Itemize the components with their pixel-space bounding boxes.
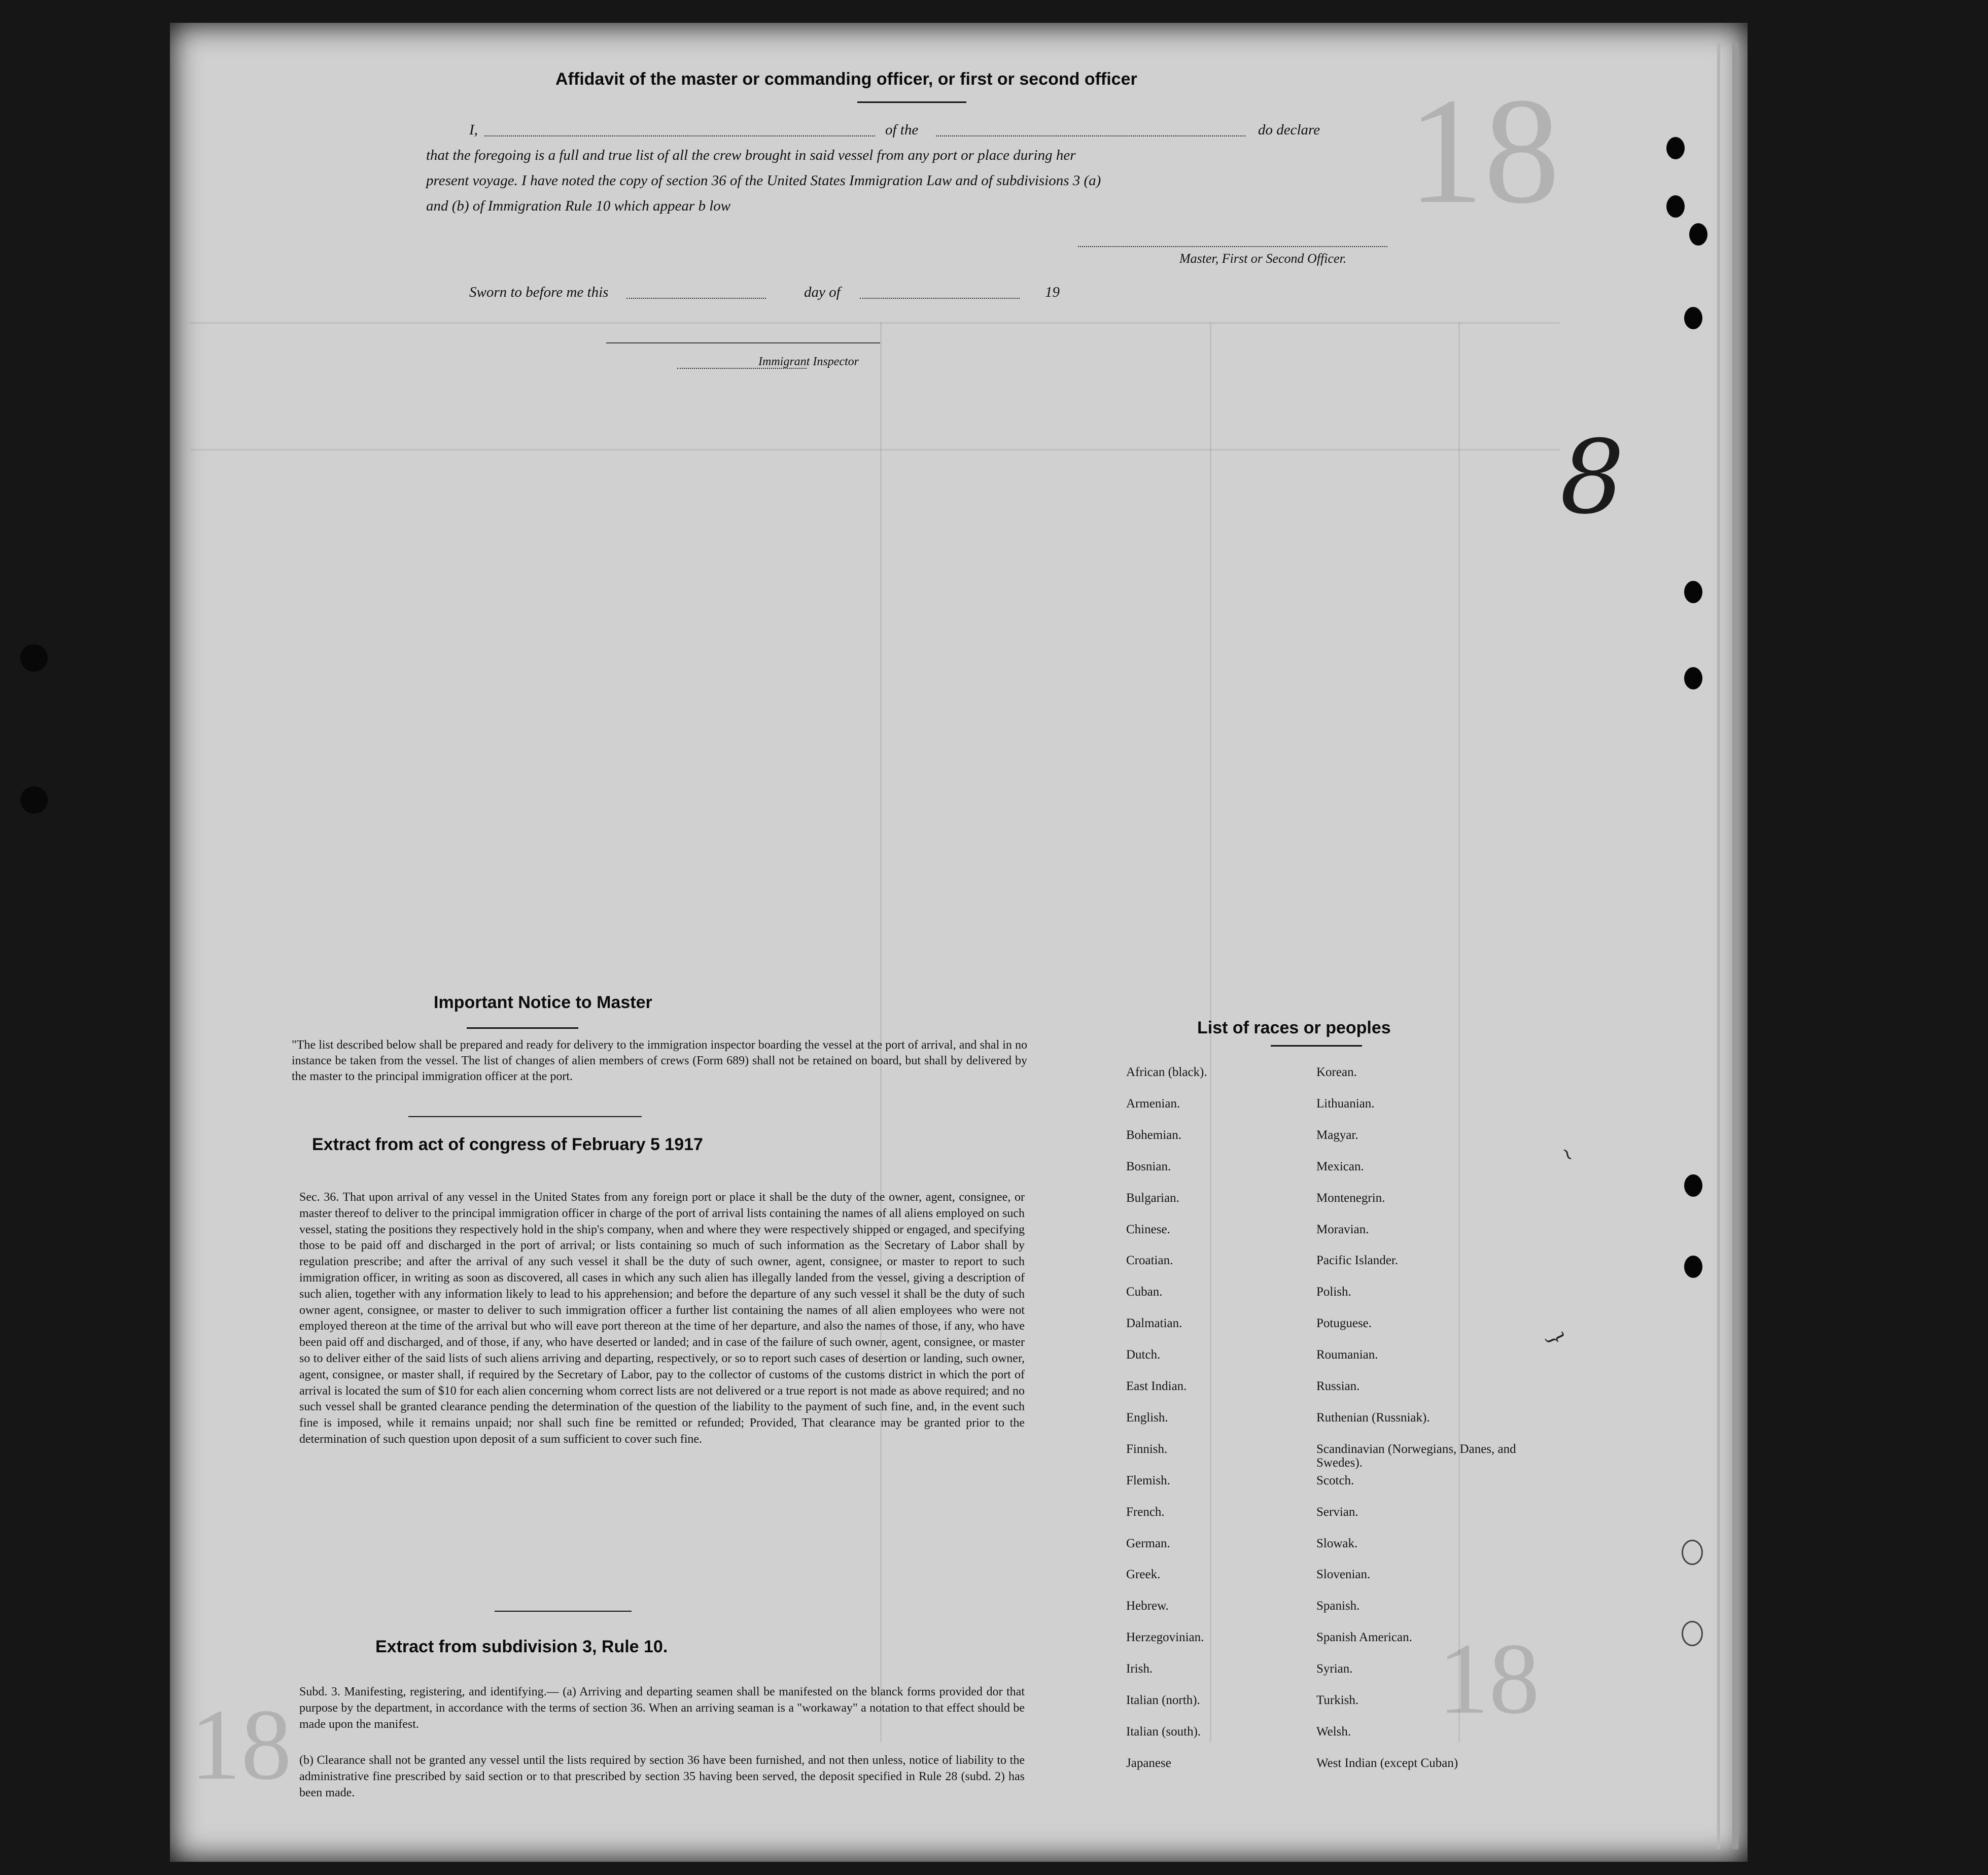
vessel-name-blank[interactable] — [936, 135, 1245, 136]
race-item: West Indian (except Cuban) — [1316, 1756, 1458, 1770]
affidavit-line-3: present voyage. I have noted the copy of section 36 of the United States Immigration Law and of subdivisions 3 (a) — [426, 172, 1101, 189]
sworn-day-blank[interactable] — [626, 298, 766, 299]
race-item: English. — [1126, 1410, 1168, 1425]
punch-hole — [1682, 1540, 1703, 1565]
race-item: Potuguese. — [1316, 1316, 1372, 1331]
sworn-month-blank[interactable] — [860, 298, 1020, 299]
affidavit-title: Affidavit of the master or commanding officer, or first or second officer — [555, 70, 1137, 89]
affidavit-do-declare-label: do declare — [1258, 122, 1320, 138]
race-item: Greek. — [1126, 1568, 1161, 1582]
extract-rule-title: Extract from subdivision 3, Rule 10. — [375, 1637, 668, 1656]
bleed-through-rule — [190, 322, 1560, 324]
race-item: Magyar. — [1316, 1128, 1358, 1142]
bleed-through-numeral: 18 — [1408, 66, 1560, 235]
punch-hole — [1682, 1621, 1703, 1646]
race-item: Italian (north). — [1126, 1693, 1200, 1707]
race-item: Scotch. — [1316, 1473, 1354, 1487]
punch-hole — [1684, 1174, 1702, 1197]
race-item: Scandinavian (Norwegians, Danes, and Swedes). — [1316, 1442, 1516, 1470]
handwritten-mark: 8 — [1560, 419, 1625, 537]
race-item: Irish. — [1126, 1662, 1153, 1676]
race-item: Bohemian. — [1126, 1128, 1182, 1142]
punch-hole — [1684, 1256, 1702, 1278]
race-item: Moravian. — [1316, 1222, 1369, 1236]
handwritten-mark: ~ — [1554, 1142, 1581, 1166]
race-item: Croatian. — [1126, 1254, 1173, 1268]
race-item: Pacific Islander. — [1316, 1254, 1399, 1268]
sworn-label: Sworn to before me this — [469, 284, 609, 300]
race-item: Turkish. — [1316, 1693, 1359, 1707]
notice-title-rule — [467, 1027, 578, 1029]
punch-hole — [1684, 581, 1702, 603]
race-item: Dalmatian. — [1126, 1316, 1182, 1331]
bleed-through-rule — [880, 322, 882, 1743]
race-item: Bosnian. — [1126, 1159, 1171, 1173]
master-signature-blank[interactable] — [1078, 246, 1387, 247]
punch-hole — [1666, 195, 1685, 218]
race-item: Slowak. — [1316, 1536, 1358, 1550]
extract-rule-para-b: (b) Clearance shall not be granted any vessel until the lists required by section 36 have been furnished, and not then unless, notice of liability to the administrative fine prescribed by said section or to that prescribed by section 35 having been served, the deposit specified in Rule 28 (subd. 2) has been made. — [299, 1754, 1025, 1799]
race-item: East Indian. — [1126, 1379, 1187, 1393]
affidavit-title-rule — [857, 101, 966, 103]
binder-hole — [20, 644, 48, 672]
race-item: Chinese. — [1126, 1222, 1170, 1236]
race-item: Slovenian. — [1316, 1568, 1371, 1582]
race-item: Syrian. — [1316, 1662, 1353, 1676]
master-signature-label: Master, First or Second Officer. — [1179, 251, 1347, 266]
race-item: Dutch. — [1126, 1348, 1161, 1362]
race-item: Mexican. — [1316, 1159, 1364, 1173]
race-item: Spanish American. — [1316, 1630, 1412, 1645]
extract-act-text: Sec. 36. That upon arrival of any vessel in the United States from any foreign port or place it shall be the duty of the owner, agent, consignee, or master thereof to deliver to the principal immigration officer in charge of the port of arrival lists containing the names of all aliens employed on such vessel, stating the positions they respectively hold in the ship's company, when and where they were respectively shipped or engaged, and specifying those to be paid off and discharged in the port of arrival; or lists containing so much of such information as the Secretary of Labor shall by regulation prescribe; and after the arrival of any such vessel it shall be the duty of such owner, agent, consignee, or master to report to such immigration officer, in writing as soon as discovered, all cases in which any such alien has illegally landed from the vessel, giving a description of such alien, together with any information likely to lead to his apprehension; and before the departure of any such vessel it shall be the duty of such owner agent, consignee, or master to deliver to such immigration officer a further list containing the names of all alien employees who were not employed thereon at the time of the arrival but who will eave port thereon at the time of her departure, and also the names of those, if any, who have been paid off and discharged, and of those, if any, who have deserted or landed; and in case of the failure of such owner, agent, consignee, or master so to deliver either of the said lists of such aliens arriving and departing, respectively, or so to report such cases of desertion or landing, such owner, agent, consignee, or master shall, if required by the Secretary of Labor, pay to the collector of customs of the customs district in which the port of arrival is located the sum of $10 for each alien concerning whom correct lists are not delivered or a true report is not made as above required; and no such vessel shall be granted clearance pending the determination of the question of the liability to the payment of such fine, and, in the event such fine is imposed, while it remains unpaid; nor shall such fine be remitted or refunded; Provided, That clearance may be granted prior to the determination of such question upon deposit of a sum sufficient to cover such fine. — [299, 1191, 1025, 1446]
race-item: Cuban. — [1126, 1285, 1163, 1299]
binder-hole — [20, 786, 48, 814]
races-title-rule — [1271, 1045, 1362, 1047]
race-item: Russian. — [1316, 1379, 1360, 1393]
extract-rule-para-a: Subd. 3. Manifesting, registering, and identifying.— (a) Arriving and departing seamen shall be manifested on the blanck forms provided dor that purpose by the department, in accordance with the terms of section 36. When an arriving seaman is a "workaway" a notation to that effect should be made upon the manifest. — [299, 1685, 1025, 1731]
race-item: Roumanian. — [1316, 1348, 1378, 1362]
race-item: Japanese — [1126, 1756, 1171, 1770]
inspector-signature-line — [606, 342, 880, 343]
race-item: Korean. — [1316, 1065, 1357, 1079]
race-item: Spanish. — [1316, 1599, 1360, 1613]
immigrant-inspector-label: Immigrant Inspector — [758, 355, 859, 368]
race-item: Finnish. — [1126, 1442, 1168, 1456]
race-item: French. — [1126, 1505, 1165, 1519]
race-item: Herzegovinian. — [1126, 1630, 1204, 1645]
punch-hole — [1666, 137, 1685, 159]
affidavit-line-2: that the foregoing is a full and true list of all the crew brought in said vessel from any port or place during her — [426, 147, 1076, 163]
document-page — [170, 23, 1748, 1862]
bleed-through-rule — [1458, 322, 1460, 1743]
page-edge — [1732, 43, 1738, 1849]
race-item: Armenian. — [1126, 1096, 1180, 1110]
affidavit-of-the-label: of the — [885, 122, 919, 138]
extract-act-separator — [495, 1611, 632, 1612]
notice-text: "The list described below shall be prepared and ready for delivery to the immigration inspector boarding the vessel at the port of arrival, and shal in no instance be taken from the vessel. The list of changes of alien members of crews (Form 689) shall not be retained on board, but shall by delivered by the master to the principal immigration officer at the port. — [292, 1038, 1027, 1083]
page-edge — [1717, 43, 1720, 1849]
races-title: List of races or peoples — [1197, 1018, 1391, 1037]
race-item: Ruthenian (Russniak). — [1316, 1410, 1430, 1425]
race-item: Polish. — [1316, 1285, 1351, 1299]
race-item: Welsh. — [1316, 1724, 1351, 1739]
race-item: Servian. — [1316, 1505, 1358, 1519]
race-item: Lithuanian. — [1316, 1096, 1375, 1110]
punch-hole — [1689, 223, 1707, 246]
race-item: Italian (south). — [1126, 1724, 1201, 1739]
bleed-through-numeral: 18 — [190, 1689, 292, 1801]
race-item: Bulgarian. — [1126, 1191, 1179, 1205]
race-item: German. — [1126, 1536, 1170, 1550]
affidavit-i-label: I, — [469, 122, 478, 138]
notice-title: Important Notice to Master — [434, 993, 652, 1012]
affidavit-line-4: and (b) of Immigration Rule 10 which appear b low — [426, 198, 731, 214]
handwritten-mark: } — [1543, 1326, 1570, 1350]
punch-hole — [1684, 667, 1702, 689]
sworn-day-of-label: day of — [804, 284, 841, 300]
punch-hole — [1684, 307, 1702, 329]
sworn-year-label: 19 — [1045, 284, 1060, 300]
notice-separator — [408, 1116, 642, 1117]
race-item: Flemish. — [1126, 1473, 1170, 1487]
extract-act-title: Extract from act of congress of February 5 1917 — [312, 1135, 703, 1154]
race-item: Hebrew. — [1126, 1599, 1169, 1613]
race-item: African (black). — [1126, 1065, 1207, 1079]
bleed-through-rule — [190, 449, 1560, 450]
bleed-through-numeral: 18 — [1438, 1623, 1540, 1735]
declarant-name-blank[interactable] — [484, 135, 875, 136]
race-item: Montenegrin. — [1316, 1191, 1385, 1205]
